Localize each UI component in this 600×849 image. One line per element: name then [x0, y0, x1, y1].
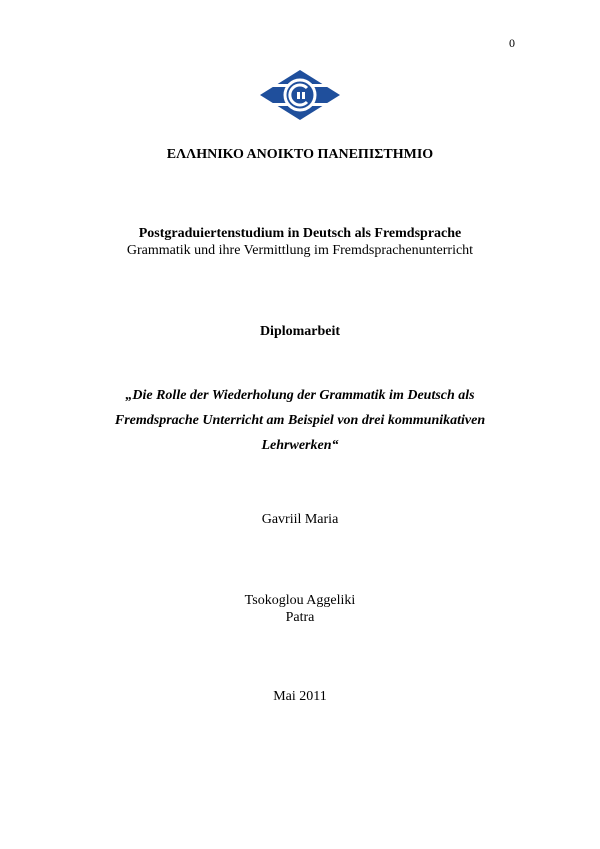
- program-title: Postgraduiertenstudium in Deutsch als Fremdsprache: [138, 226, 462, 241]
- university-logo-icon: [260, 70, 340, 120]
- supervisor-name: Tsokoglou Aggeliki: [244, 593, 356, 608]
- thesis-title: „Die Rolle der Wiederholung der Grammatik im Deutsch als Fremdsprache Unterricht am Beispiel von drei kommunikativen Lehrwerken“: [114, 388, 486, 453]
- author-name: Gavriil Maria: [261, 512, 339, 527]
- program-subtitle: Grammatik und ihre Vermittlung im Fremdsprachenunterricht: [126, 243, 474, 258]
- page-number: 0: [509, 36, 515, 50]
- university-name: ΕΛΛΗΝΙΚΟ ΑΝΟΙΚΤΟ ΠΑΝΕΠΙΣΤΗΜΙΟ: [166, 147, 434, 162]
- location: Patra: [285, 610, 315, 625]
- date: Mai 2011: [273, 689, 327, 704]
- document-type: Diplomarbeit: [259, 324, 341, 339]
